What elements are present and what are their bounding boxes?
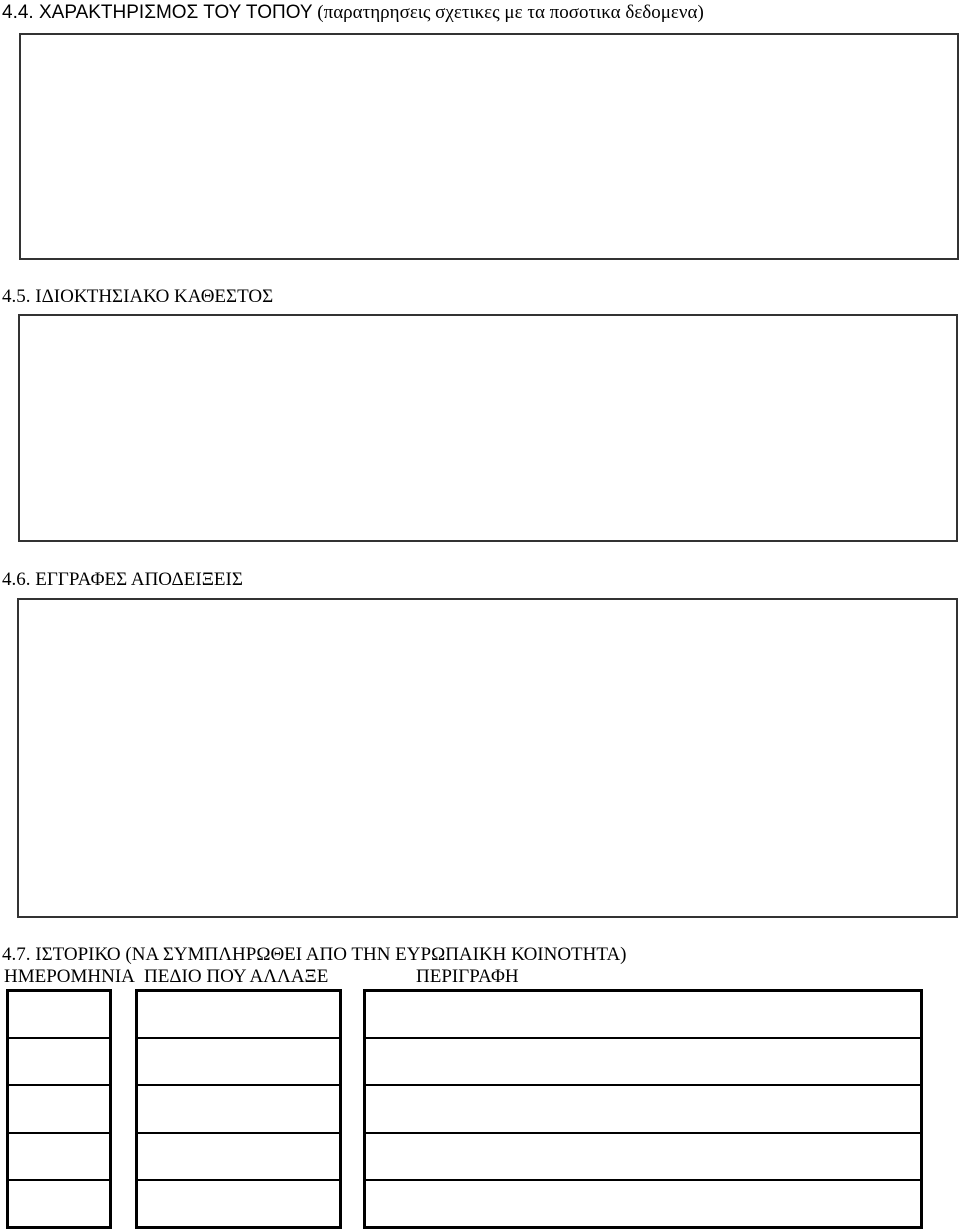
- history-description-cell[interactable]: [366, 1039, 920, 1086]
- history-field-cell[interactable]: [138, 1181, 339, 1226]
- history-date-cell[interactable]: [9, 992, 109, 1039]
- section-4-6-heading: 4.6. ΕΓΓΡΑΦΕΣ ΑΠΟΔΕΙΞΕΙΣ: [2, 569, 243, 590]
- section-4-7-heading: 4.7. ΙΣΤΟΡΙΚΟ (ΝΑ ΣΥΜΠΛΗΡΩΘΕΙ ΑΠΟ ΤΗΝ ΕΥΡΩΠΑΙΚΗ ΚΟΙΝΟΤΗΤΑ): [2, 944, 627, 965]
- section-4-4-text-box[interactable]: [19, 33, 959, 260]
- history-col-header-field: ΠΕΔΙΟ ΠΟΥ ΑΛΛΑΞΕ: [144, 966, 329, 987]
- history-field-column: [135, 989, 342, 1229]
- section-4-5-heading: 4.5. ΙΔΙΟΚΤΗΣΙΑΚΟ ΚΑΘΕΣΤΟΣ: [2, 286, 274, 307]
- history-col-header-date: ΗΜΕΡΟΜΗΝΙΑ: [4, 966, 135, 987]
- history-date-cell[interactable]: [9, 1039, 109, 1086]
- history-description-cell[interactable]: [366, 1086, 920, 1133]
- history-date-cell[interactable]: [9, 1181, 109, 1226]
- history-description-column: [363, 989, 923, 1229]
- section-4-4-title-prefix: 4.4. ΧΑΡΑΚΤΗΡΙΣΜΟΣ ΤΟΥ ΤΟΠΟΥ: [2, 2, 313, 23]
- history-date-column: [6, 989, 112, 1229]
- section-4-4-title-suffix: (παρατηρησεις σχετικες με τα ποσοτικα δεδομενα): [312, 2, 704, 23]
- history-field-cell[interactable]: [138, 1134, 339, 1181]
- section-4-5-text-box[interactable]: [18, 314, 958, 542]
- history-description-cell[interactable]: [366, 1134, 920, 1181]
- history-date-cell[interactable]: [9, 1086, 109, 1133]
- history-date-cell[interactable]: [9, 1134, 109, 1181]
- history-col-header-description: ΠΕΡΙΓΡΑΦΗ: [416, 966, 519, 987]
- history-field-cell[interactable]: [138, 992, 339, 1039]
- section-4-6-text-box[interactable]: [17, 598, 958, 918]
- history-description-cell[interactable]: [366, 992, 920, 1039]
- history-field-cell[interactable]: [138, 1039, 339, 1086]
- history-description-cell[interactable]: [366, 1181, 920, 1226]
- history-field-cell[interactable]: [138, 1086, 339, 1133]
- section-4-4-heading: [2, 2, 704, 24]
